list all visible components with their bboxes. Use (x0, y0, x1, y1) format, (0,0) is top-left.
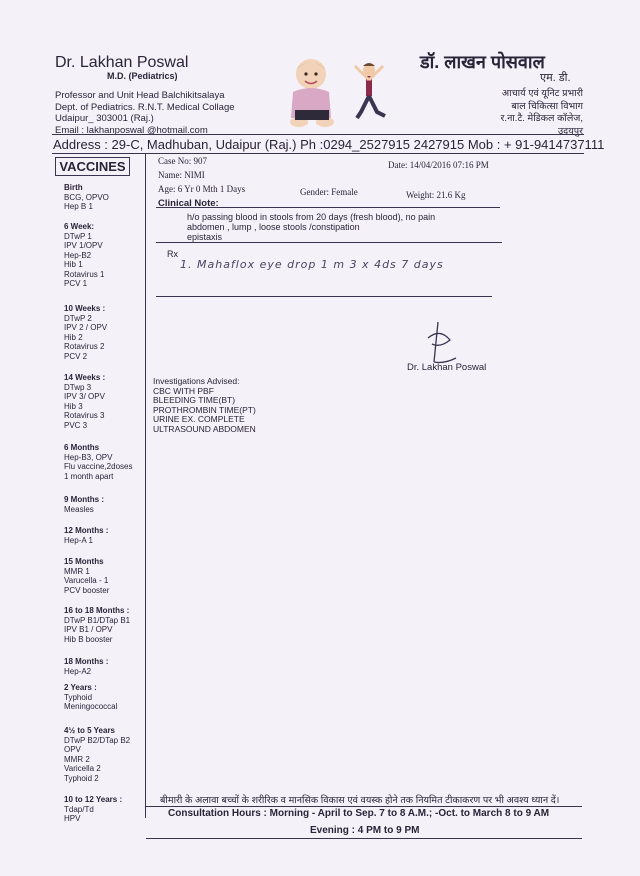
vaccine-group (64, 495, 144, 514)
investigation-item: ULTRASOUND ABDOMEN (153, 423, 256, 434)
footer-hindi-note: बीमारी के अलावा बच्चों के शरीरिक व मानसिक विकास एवं वयस्क होने तक नियमित टीकाकरण पर भी अवश्य ध्यान दें। (160, 795, 560, 806)
vaccine-item: DTwP B2/DTap B2 (64, 735, 131, 745)
patient-name: Name: NIMI (158, 170, 205, 180)
vaccine-item: Hib 2 (64, 332, 83, 342)
doctor-details-en (55, 90, 235, 136)
jumping-kid-figure (355, 63, 385, 118)
vaccine-item: Varicella 2 (64, 764, 101, 773)
vaccine-group (64, 304, 144, 361)
vaccine-group-title: 2 Years : (64, 683, 97, 692)
vaccine-item: Meningococcal (64, 702, 118, 711)
divider (156, 296, 492, 297)
divider (52, 153, 584, 154)
divider (146, 838, 582, 839)
note-line: h/o passing blood in stools from 20 days (fresh blood), no pain (187, 212, 436, 222)
vaccine-group-title: 12 Months : (64, 526, 109, 535)
vaccine-group-title: 16 to 18 Months : (64, 606, 130, 615)
vaccine-group-title: 10 Weeks : (64, 304, 106, 313)
note-line: epistaxis (187, 232, 223, 242)
vaccine-item: Typhoid 2 (64, 773, 99, 783)
vaccine-item: Hib 3 (64, 401, 83, 411)
column-divider (145, 153, 146, 818)
patient-gender: Gender: Female (300, 187, 358, 197)
clinical-note-text (187, 212, 435, 242)
vaccine-item: PCV booster (64, 585, 110, 595)
signature-scribble (420, 318, 470, 366)
doctor-name-hi: डॉ. लाखन पोसवाल (420, 52, 545, 72)
vaccine-item: 1 month apart (64, 471, 114, 481)
divider (146, 806, 582, 807)
detail-line-hi: बाल चिकित्सा विभाग (511, 100, 583, 112)
vaccine-item: IPV 2 / OPV (64, 323, 108, 332)
investigations-block (153, 377, 256, 434)
vaccine-item: Varucella - 1 (64, 576, 109, 585)
degree-hi: एम. डी. (540, 72, 571, 84)
vaccine-group (64, 526, 144, 545)
vaccine-item: Hep-A 1 (64, 535, 93, 545)
vaccine-item: PVC 3 (64, 420, 88, 430)
detail-line: Professor and Unit Head Balchikitsalaya (55, 90, 225, 101)
vaccine-group (64, 606, 144, 644)
vaccine-group-title: 9 Months : (64, 495, 104, 504)
vaccine-group-title: 10 to 12 Years : (64, 795, 123, 804)
children-illustration (285, 52, 395, 132)
vaccine-item: Hep-B2 (64, 250, 92, 260)
vaccine-group (64, 373, 144, 430)
vaccine-group-title: 15 Months (64, 557, 104, 566)
doctor-name-en: Dr. Lakhan Poswal (55, 54, 189, 71)
vaccine-item: IPV 1/OPV (64, 241, 103, 250)
vaccine-item: Tdap/Td (64, 804, 94, 814)
vaccine-item: DTwP 1 (64, 231, 92, 241)
investigation-item: CBC WITH PBF (153, 385, 214, 396)
address-line: Address : 29-C, Madhuban, Udaipur (Raj.) Ph :0294_2527915 2427915 Mob : + 91-9414737111 (53, 137, 605, 152)
note-line: abdomen , lump , loose stools /constipation (187, 222, 360, 232)
divider (156, 207, 500, 208)
vaccines-title: VACCINES (55, 157, 130, 176)
divider (52, 134, 584, 135)
baby-figure (290, 59, 334, 127)
vaccine-item: Hep B 1 (64, 202, 93, 211)
vaccine-item: IPV 3/ OPV (64, 392, 105, 401)
vaccine-group-title: 4½ to 5 Years (64, 726, 115, 735)
vaccine-item: PCV 2 (64, 351, 88, 361)
email-line: Email : lakhanposwal @hotmail.com (55, 124, 208, 136)
investigation-item: BLEEDING TIME(BT) (153, 395, 236, 405)
vaccine-group-title: 18 Months : (64, 657, 109, 666)
evening-hours: Evening : 4 PM to 9 PM (310, 825, 420, 836)
vaccine-item: Rotavirus 3 (64, 411, 105, 420)
vaccine-item: Flu vaccine,2doses (64, 462, 133, 471)
vaccine-item: DTwP 2 (64, 313, 92, 323)
detail-line-hi: आचार्य एवं यूनिट प्रभारी (501, 88, 583, 99)
signature-name: Dr. Lakhan Poswal (407, 362, 487, 373)
vaccine-item: Rotavirus 2 (64, 342, 105, 351)
vaccine-group (64, 183, 144, 212)
divider (156, 242, 502, 243)
vaccine-item: Rotavirus 1 (64, 269, 105, 279)
vaccine-item: Hib B booster (64, 634, 113, 644)
case-number: Case No: 907 (158, 156, 207, 166)
investigation-item: PROTHROMBIN TIME(PT) (153, 404, 256, 415)
clinical-note-label: Clinical Note: (158, 198, 219, 209)
vaccine-group-title: 6 Week: (64, 222, 95, 231)
vaccine-item: Typhoid (64, 692, 93, 702)
doctor-details-hi (478, 88, 583, 138)
vaccine-group (64, 222, 144, 289)
vaccine-group (64, 726, 144, 783)
vaccine-item: DTwP B1/DTap B1 (64, 615, 131, 625)
vaccine-item: Hib 1 (64, 260, 83, 269)
consultation-hours: Consultation Hours : Morning - April to Sep. 7 to 8 A.M.; -Oct. to March 8 to 9 AM (168, 808, 550, 819)
vaccine-group-title: Birth (64, 183, 83, 192)
vaccine-group (64, 443, 144, 481)
vaccine-group (64, 795, 144, 824)
vaccine-item: IPV B1 / OPV (64, 625, 113, 634)
vaccine-group (64, 657, 144, 676)
detail-line: Udaipur_ 303001 (Raj.) (55, 113, 154, 124)
vaccine-item: BCG, OPVO (64, 192, 109, 202)
vaccine-group-title: 6 Months (64, 443, 100, 452)
vaccine-item: Hep-B3, OPV (64, 452, 113, 462)
patient-weight: Weight: 21.6 Kg (406, 190, 466, 200)
degree-en: M.D. (Pediatrics) (107, 71, 178, 81)
patient-age: Age: 6 Yr 0 Mth 1 Days (158, 184, 246, 194)
vaccine-item: MMR 1 (64, 566, 90, 576)
vaccine-item: Measles (64, 504, 94, 514)
vaccine-item: OPV (64, 745, 81, 754)
vaccine-item: MMR 2 (64, 754, 90, 764)
vaccine-group (64, 557, 144, 595)
vaccine-item: DTwp 3 (64, 382, 92, 392)
vaccine-group-title: 14 Weeks : (64, 373, 106, 382)
rx-label: Rx (167, 249, 178, 259)
detail-line-hi: र.ना.टै. मेडिकल कॉलेज, उदयपुर (500, 113, 583, 137)
investigations-label: Investigations Advised: (153, 376, 240, 386)
investigation-item: URINE EX. COMPLETE (153, 414, 245, 424)
vaccine-item: Hep-A2 (64, 666, 92, 676)
visit-date: Date: 14/04/2016 07:16 PM (388, 160, 489, 170)
rx-handwriting: 1. Mahaflox eye drop 1 m 3 x 4ds 7 days (180, 258, 444, 271)
detail-line: Dept. of Pediatrics. R.N.T. Medical Collage (55, 101, 235, 113)
vaccine-item: HPV (64, 814, 81, 823)
vaccine-item: PCV 1 (64, 279, 88, 288)
vaccine-group (64, 683, 144, 712)
